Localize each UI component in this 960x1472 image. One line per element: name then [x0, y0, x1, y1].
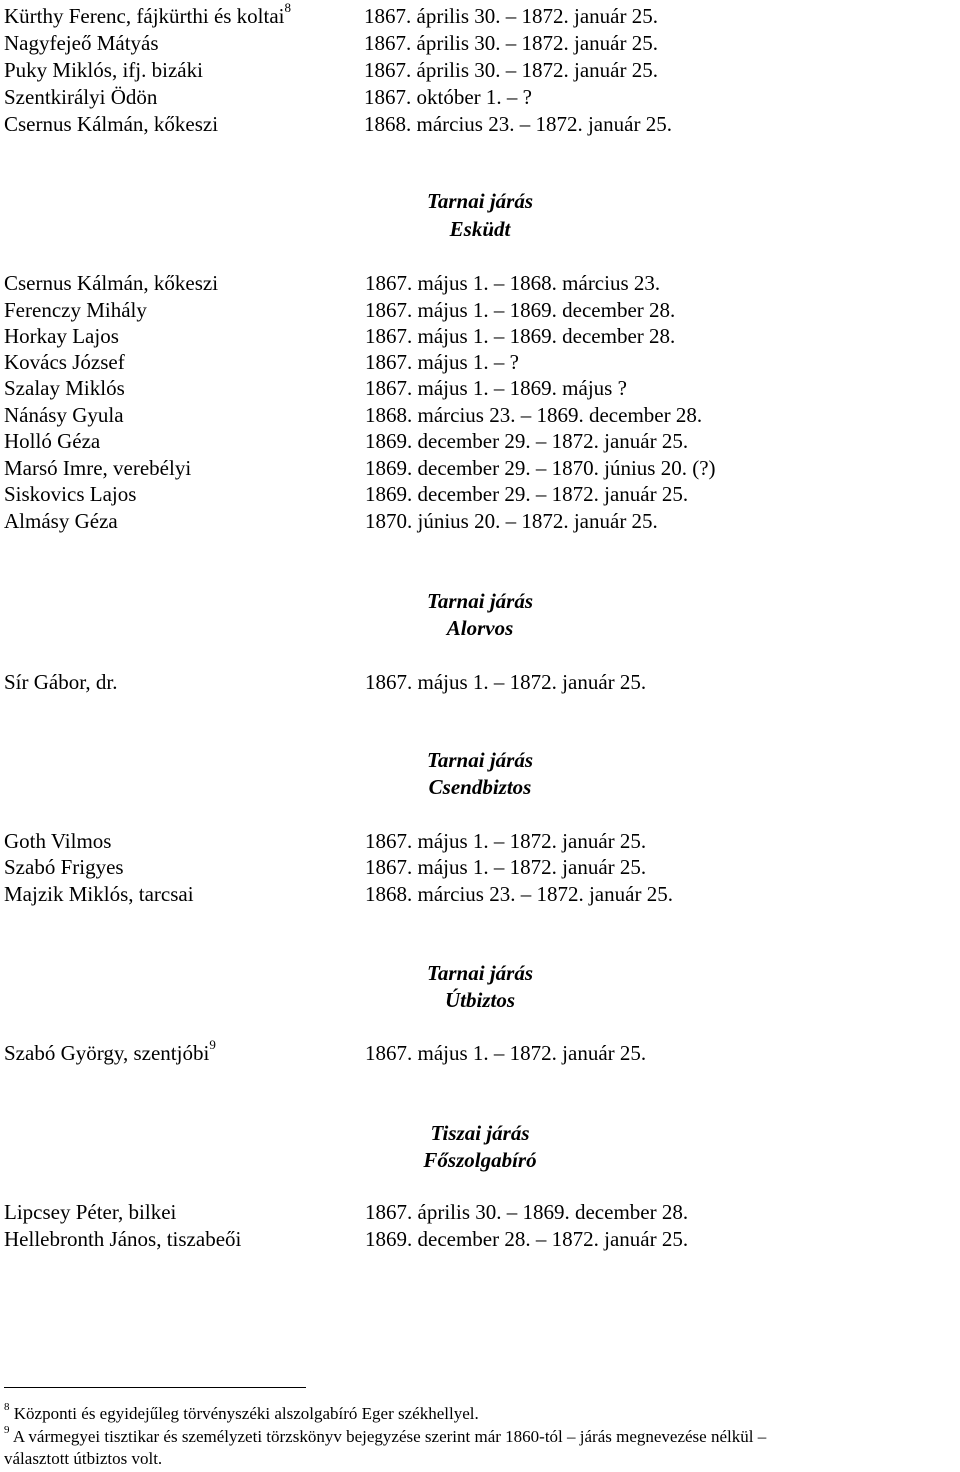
footnote-continuation: választott útbiztos volt.: [4, 1449, 163, 1468]
section-district-heading: Tarnai járás: [426, 961, 533, 985]
entry-dates: 1869. december 29. – 1872. január 25.: [365, 482, 689, 506]
entry-dates: 1867. május 1. – 1869. december 28.: [365, 324, 676, 348]
entry-dates: 1867. április 30. – 1872. január 25.: [364, 31, 658, 55]
entry-dates: 1868. március 23. – 1872. január 25.: [364, 112, 672, 136]
entry-name: Hellebronth János, tiszabeői: [4, 1227, 242, 1251]
entry-name: Holló Géza: [4, 429, 101, 453]
footnote-separator: [4, 1387, 306, 1388]
entry-dates: 1867. május 1. – ?: [365, 350, 519, 374]
entry-name: Horkay Lajos: [4, 324, 119, 348]
entry-dates: 1869. december 28. – 1872. január 25.: [365, 1227, 689, 1251]
footnote-text: Központi és egyidejűleg törvényszéki alszolgabíró Eger székhellyel.: [13, 1404, 479, 1423]
entry-dates: 1867. május 1. – 1869. december 28.: [365, 298, 676, 322]
entry-name: Marsó Imre, verebélyi: [4, 456, 192, 480]
section-district-heading: Tarnai járás: [426, 589, 533, 613]
section-office-heading: Csendbiztos: [428, 775, 532, 799]
entry-dates: 1867. május 1. – 1872. január 25.: [365, 670, 647, 694]
footnote: [4, 1403, 479, 1424]
entry-name: Szentkirályi Ödön: [4, 85, 158, 109]
entry-name: Szalay Miklós: [4, 376, 125, 400]
entry-dates: 1869. december 29. – 1872. január 25.: [365, 429, 689, 453]
entry-name: Puky Miklós, ifj. bizáki: [4, 58, 203, 82]
entry-name: Kovács József: [4, 350, 125, 374]
entry-name: Sír Gábor, dr.: [4, 670, 118, 694]
entry-name: Csernus Kálmán, kőkeszi: [4, 271, 219, 295]
entry-name: Kürthy Ferenc, fájkürthi és koltai: [4, 4, 285, 28]
entry-name: Siskovics Lajos: [4, 482, 137, 506]
section-office-heading: Főszolgabíró: [423, 1148, 537, 1172]
entry-name: Nánásy Gyula: [4, 403, 124, 427]
entry-name: Szabó Frigyes: [4, 855, 124, 879]
entry-name: Szabó György, szentjóbi: [4, 1041, 210, 1065]
entry-dates: 1869. december 29. – 1870. június 20. (?): [365, 456, 716, 480]
section-office-heading: Útbiztos: [444, 988, 515, 1012]
section-district-heading: Tarnai járás: [426, 748, 533, 772]
footnote-ref: 9: [209, 1037, 216, 1052]
entry-dates: 1867. április 30. – 1869. december 28.: [365, 1200, 689, 1224]
footnote-number: 8: [4, 1401, 10, 1413]
entry-name: Goth Vilmos: [4, 829, 112, 853]
section-office-heading: Alorvos: [446, 616, 514, 640]
entry-dates: 1868. március 23. – 1869. december 28.: [365, 403, 703, 427]
footnote: [4, 1426, 766, 1447]
section-office-heading: Esküdt: [449, 217, 511, 241]
entry-dates: 1870. június 20. – 1872. január 25.: [365, 509, 658, 533]
entry-name: Csernus Kálmán, kőkeszi: [4, 112, 219, 136]
entry-dates: 1867. május 1. – 1868. március 23.: [365, 271, 661, 295]
entry-dates: 1867. május 1. – 1872. január 25.: [365, 829, 647, 853]
entry-name: Almásy Géza: [4, 509, 118, 533]
entry-dates: 1867. május 1. – 1872. január 25.: [365, 855, 647, 879]
entry-dates: 1867. április 30. – 1872. január 25.: [364, 4, 658, 28]
footnote-number: 9: [4, 1424, 10, 1436]
entry-name: Ferenczy Mihály: [4, 298, 147, 322]
footnote-text: A vármegyei tisztikar és személyzeti törzskönyv bejegyzése szerint már 1860-tól – járás megnevezése nélkül –: [12, 1427, 767, 1446]
entry-name: Majzik Miklós, tarcsai: [4, 882, 194, 906]
entry-dates: 1867. május 1. – 1872. január 25.: [365, 1041, 647, 1065]
entry-dates: 1868. március 23. – 1872. január 25.: [365, 882, 673, 906]
entry-name: Nagyfejeő Mátyás: [4, 31, 159, 55]
entry-dates: 1867. október 1. – ?: [364, 85, 532, 109]
section-district-heading: Tarnai járás: [426, 189, 533, 213]
entry-dates: 1867. április 30. – 1872. január 25.: [364, 58, 658, 82]
section-district-heading: Tiszai járás: [430, 1121, 530, 1145]
footnote-ref: 8: [284, 0, 292, 15]
entry-dates: 1867. május 1. – 1869. május ?: [365, 376, 627, 400]
entry-name: Lipcsey Péter, bilkei: [4, 1200, 177, 1224]
